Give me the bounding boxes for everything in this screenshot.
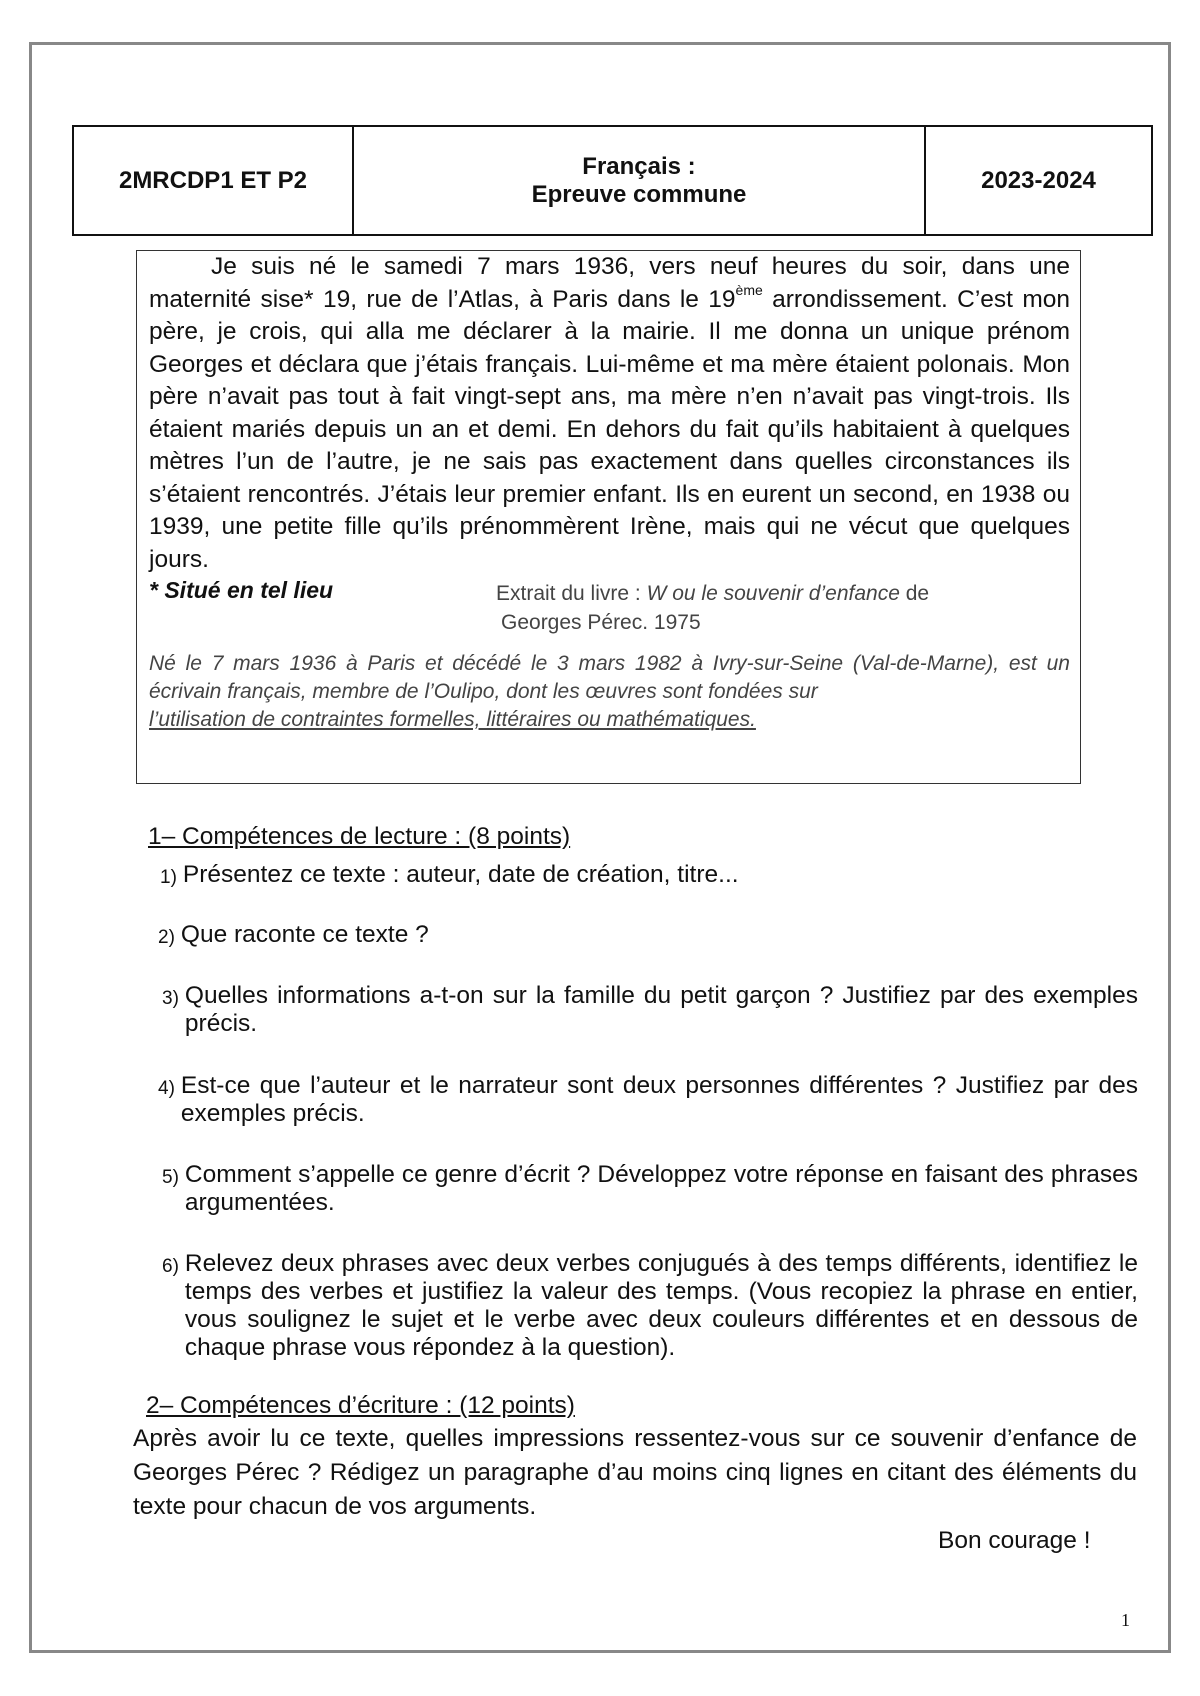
passage-text: [149, 251, 1070, 576]
page-number: 1: [1121, 1610, 1130, 1630]
question-4: [158, 1072, 1138, 1128]
question-number: 6): [162, 1256, 179, 1277]
question-text: Relevez deux phrases avec deux verbes conjugués à des temps différents, identifiez le temps des verbes et justifiez la valeur des temps. (Vous recopiez la phrase en entier, vous soulignez le sujet et le verbe avec deux couleurs différentes et en dessous de chaque phrase vous répondez à la question).: [184, 1250, 1138, 1361]
question-number: 5): [162, 1167, 179, 1188]
source-title: W ou le souvenir d’enfance: [646, 582, 900, 605]
passage-part1: Je suis né le samedi 7 mars 1936, vers neuf heures du soir, dans une maternité sise* 19, rue de l’Atlas, à Paris dans le 19: [149, 253, 1070, 313]
question-number: 3): [162, 988, 179, 1009]
note-row: [149, 576, 1070, 638]
exam-header-table: [72, 125, 1153, 236]
class-code: 2MRCDP1 ET P2: [118, 166, 308, 194]
school-year: 2023-2024: [981, 166, 1096, 194]
reading-passage-box: [136, 250, 1081, 784]
bio-line-1: Né le 7 mars 1936 à Paris et décédé le 3 mars 1982 à Ivry-sur-Seine (Val-de-Marne), est un écrivain français, membre de l’Oulipo, dont les œuvres sont fondées sur: [149, 652, 1070, 703]
writing-prompt: Après avoir lu ce texte, quelles impressions ressentez-vous sur ce souvenir d’enfance de Georges Pérec ? Rédigez un paragraphe d’au moins cinq lignes en citant des éléments du texte pour chacun de vos arguments.: [133, 1425, 1137, 1520]
question-1: [160, 861, 1140, 892]
exam-type: Epreuve commune: [531, 180, 747, 208]
passage-part2: arrondissement. C’est mon père, je crois, qui alla me déclarer à la mairie. Il me donna un unique prénom Georges et déclara que j’étais français. Lui-même et ma mère étaient polonais. Mon père n’avait pas tout à fait vingt-sept ans, ma mère n’en n’avait pas vingt-trois. Ils étaient mariés depuis un an et demi. En dehors du fait qu’ils habitaient à quelques mètres l’un de l’autre, je ne sais pas exactement dans quelles circonstances ils s’étaient rencontrés. J’étais leur premier enfant. Ils en eurent un second, en 1938 ou 1939, une petite fille qu’ils prénommèrent Irène, mais qui ne vécut que quelques jours.: [149, 285, 1070, 573]
question-text: Comment s’appelle ce genre d’écrit ? Développez votre réponse en faisant des phrases argumentées.: [184, 1161, 1138, 1216]
question-text: Présentez ce texte : auteur, date de création, titre...: [182, 861, 739, 888]
question-3: [162, 982, 1138, 1038]
question-text: Quelles informations a-t-on sur la famille du petit garçon ? Justifiez par des exemples précis.: [184, 982, 1138, 1037]
subject-label: Français :: [582, 152, 696, 180]
source-citation: [496, 579, 929, 637]
bio-line-2: l’utilisation de contraintes formelles, littéraires ou mathématiques.: [149, 708, 756, 731]
author-bio: [149, 650, 1070, 734]
question-5: [162, 1161, 1138, 1217]
writing-section-title: 2– Compétences d’écriture : (12 points): [146, 1392, 575, 1419]
passage-superscript: ème: [735, 281, 763, 298]
question-number: 4): [158, 1078, 175, 1099]
source-suffix: de: [899, 582, 930, 605]
reading-section-title: 1– Compétences de lecture : (8 points): [148, 823, 571, 850]
closing-message: Bon courage !: [938, 1527, 1091, 1554]
question-number: 1): [160, 867, 177, 888]
class-code-cell: [74, 127, 354, 234]
year-cell: [926, 127, 1151, 234]
source-prefix: Extrait du livre :: [496, 582, 647, 605]
question-6: [162, 1250, 1138, 1362]
question-2: [158, 921, 1138, 952]
footnote: * Situé en tel lieu: [149, 577, 334, 603]
question-text: Que raconte ce texte ?: [180, 921, 429, 948]
question-text: Est-ce que l’auteur et le narrateur sont deux personnes différentes ? Justifiez par des exemples précis.: [180, 1072, 1138, 1127]
source-author-line: Georges Pérec. 1975: [501, 611, 701, 634]
question-number: 2): [158, 927, 175, 948]
subject-cell: [354, 127, 926, 234]
